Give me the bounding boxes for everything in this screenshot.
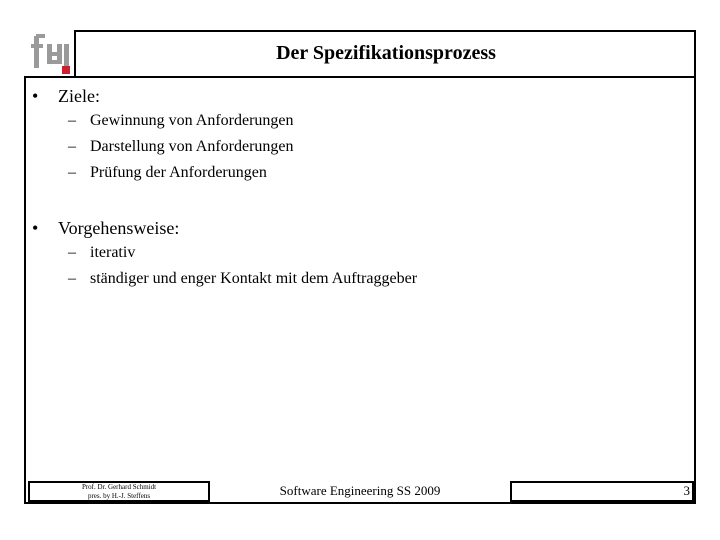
dash-marker: – bbox=[68, 164, 76, 181]
dash-marker: – bbox=[68, 244, 76, 261]
list-item: iterativ bbox=[90, 244, 136, 261]
slide-frame bbox=[24, 30, 696, 504]
dash-marker: – bbox=[68, 112, 76, 129]
list-item: Gewinnung von Anforderungen bbox=[90, 112, 294, 129]
bullet-marker: • bbox=[32, 218, 39, 238]
fu-logo bbox=[24, 30, 76, 78]
section-heading-ziele: Ziele: bbox=[58, 86, 100, 106]
footer-author bbox=[28, 483, 210, 501]
list-item: ständiger und enger Kontakt mit dem Auftraggeber bbox=[90, 270, 418, 287]
footer-page-number: 3 bbox=[683, 483, 690, 498]
footer-author-line2: pres. by H.-J. Steffens bbox=[87, 492, 151, 500]
dash-marker: – bbox=[68, 138, 76, 155]
list-item: Prüfung der Anforderungen bbox=[90, 164, 267, 181]
footer-course: Software Engineering SS 2009 bbox=[279, 483, 441, 498]
section-heading-vorgehensweise: Vorgehensweise: bbox=[58, 218, 180, 238]
footer-author-line1: Prof. Dr. Gerhard Schmidt bbox=[81, 483, 157, 491]
list-item: Darstellung von Anforderungen bbox=[90, 138, 294, 155]
slide-title: Der Spezifikationsprozess bbox=[276, 42, 496, 64]
dash-marker: – bbox=[68, 270, 76, 287]
bullet-marker: • bbox=[32, 86, 39, 106]
